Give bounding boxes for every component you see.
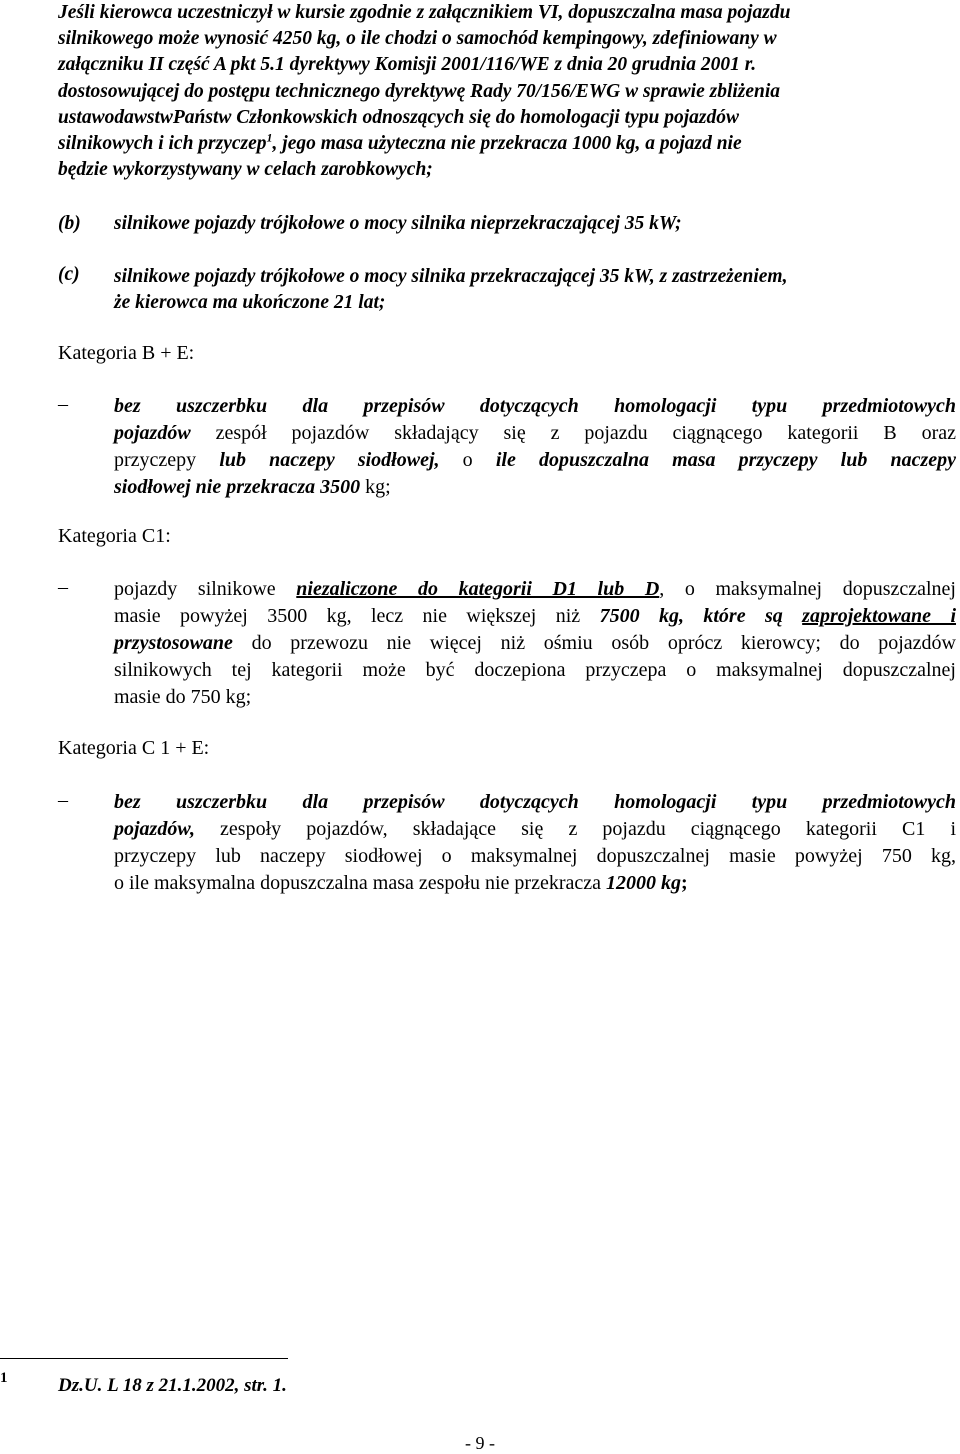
cat-be-line-2: [114, 420, 956, 447]
footnote-reference[interactable]: 1: [266, 130, 273, 145]
cat-be-line-4-bold: siodłowej nie przekracza 3500: [114, 476, 361, 498]
paragraph-a: [58, 0, 958, 183]
cat-c1e-line-3: przyczepy lub naczepy siodłowej o maksymalnej dopuszczalnej masie powyżej 750 kg,: [114, 845, 956, 867]
cat-c1-line-2-a: masie powyżej 3500 kg, lecz nie większej niż: [114, 605, 600, 627]
cat-c1-line-2: [114, 603, 956, 630]
para-a-line-2: silnikowego może wynosić 4250 kg, o ile chodzi o samochód kempingowy, zdefiniowany w: [58, 28, 777, 50]
cat-c1e-line-4-bold: 12000 kg: [606, 872, 682, 894]
page-number: - 9 -: [465, 1433, 495, 1453]
cat-c1-line-1: [114, 576, 956, 603]
cat-c1e-line-4-b: ;: [681, 872, 688, 894]
cat-c1-line-4: silnikowych tej kategorii może być doczepiona przyczepa o maksymalnej dopuszczalnej: [114, 659, 956, 681]
cat-c1-line-3-rest: do przewozu nie więcej niż ośmiu osób oprócz kierowcy; do pojazdów: [232, 632, 956, 654]
heading-category-c1-e: Kategoria C 1 + E:: [58, 737, 210, 759]
para-a-line-6: [58, 131, 958, 157]
footnote-marker: 1: [0, 1370, 8, 1386]
para-a-line-4: dostosowującej do postępu technicznego dyrektywę Rady 70/156/EWG w sprawie zbliżenia: [58, 80, 781, 102]
cat-be-line-4-rest: kg;: [360, 476, 391, 498]
para-a-line-7: będzie wykorzystywany w celach zarobkowych;: [58, 159, 433, 181]
dash-marker: –: [58, 789, 68, 811]
cat-be-line-3-b: o: [439, 449, 496, 471]
cat-c1e-line-2-bold: pojazdów,: [114, 818, 195, 840]
para-a-line-1: Jeśli kierowca uczestniczył w kursie zgodnie z załącznikiem VI, dopuszczalna masa pojazdu: [58, 2, 791, 23]
heading-category-c1: Kategoria C1:: [58, 525, 171, 547]
cat-be-line-3-bold-2: ile dopuszczalna masa przyczepy lub naczepy: [495, 449, 957, 471]
cat-be-line-3-bold: lub naczepy siodłowej,: [219, 449, 440, 471]
category-c1-text: [114, 576, 956, 711]
item-c-line-2: że kierowca ma ukończone 21 lat;: [114, 292, 386, 313]
dash-marker: –: [58, 393, 68, 415]
category-c1-e-text: [114, 789, 956, 897]
cat-c1-line-1-underlined: niezaliczone do kategorii D1 lub D: [296, 578, 660, 600]
para-a-line-6-text: silnikowych i ich przyczep: [58, 133, 267, 155]
cat-be-line-4: [114, 474, 956, 501]
item-c-line-1: silnikowe pojazdy trójkołowe o mocy silnika przekraczającej 35 kW, z zastrzeżeniem,: [114, 266, 788, 287]
para-a-line-6-rest: , jego masa użyteczna nie przekracza 1000 kg, a pojazd nie: [272, 133, 742, 155]
cat-be-line-2-bold: pojazdów: [114, 422, 191, 444]
footnote-text: Dz.U. L 18 z 21.1.2002, str. 1.: [58, 1375, 287, 1396]
cat-c1-line-5: masie do 750 kg;: [114, 686, 252, 708]
cat-c1-line-1-a: pojazdy silnikowe: [114, 578, 297, 600]
cat-c1-line-2-underlined: zaprojektowane i: [802, 605, 957, 627]
item-c-marker: (c): [58, 264, 80, 285]
cat-c1-line-2-bold: 7500 kg, które są: [599, 605, 803, 627]
cat-c1e-line-2: [114, 816, 956, 843]
item-c-text: [114, 264, 787, 316]
cat-c1-line-3: [114, 630, 956, 657]
cat-c1e-line-4-a: o ile maksymalna dopuszczalna masa zespołu nie przekracza: [114, 872, 607, 894]
cat-be-line-3: [114, 447, 956, 474]
footnote-separator: [0, 1358, 288, 1359]
cat-be-line-3-a: przyczepy: [114, 449, 220, 471]
cat-c1e-line-1: bez uszczerbku dla przepisów dotyczących homologacji typu przedmiotowych: [114, 791, 956, 813]
cat-c1-line-1-b: , o maksymalnej dopuszczalnej: [659, 578, 956, 600]
heading-category-b-e: Kategoria B + E:: [58, 342, 195, 364]
dash-marker: –: [58, 576, 68, 598]
item-b-text: silnikowe pojazdy trójkołowe o mocy silnika nieprzekraczającej 35 kW;: [114, 213, 682, 234]
cat-be-line-2-rest: zespół pojazdów składający się z pojazdu ciągnącego kategorii B oraz: [190, 422, 956, 444]
cat-c1e-line-2-rest: zespoły pojazdów, składające się z pojazdu ciągnącego kategorii C1 i: [194, 818, 956, 840]
item-b-marker: (b): [58, 213, 81, 234]
cat-c1-line-3-bold: przystosowane: [114, 632, 233, 654]
category-b-e-text: [114, 393, 956, 501]
para-a-line-3: załączniku II część A pkt 5.1 dyrektywy Komisji 2001/116/WE z dnia 20 grudnia 2001 r.: [58, 54, 757, 76]
cat-be-line-1: bez uszczerbku dla przepisów dotyczących homologacji typu przedmiotowych: [114, 395, 956, 417]
cat-c1e-line-4: [114, 870, 956, 897]
para-a-line-5: ustawodawstwPaństw Członkowskich odnoszących się do homologacji typu pojazdów: [58, 106, 739, 128]
